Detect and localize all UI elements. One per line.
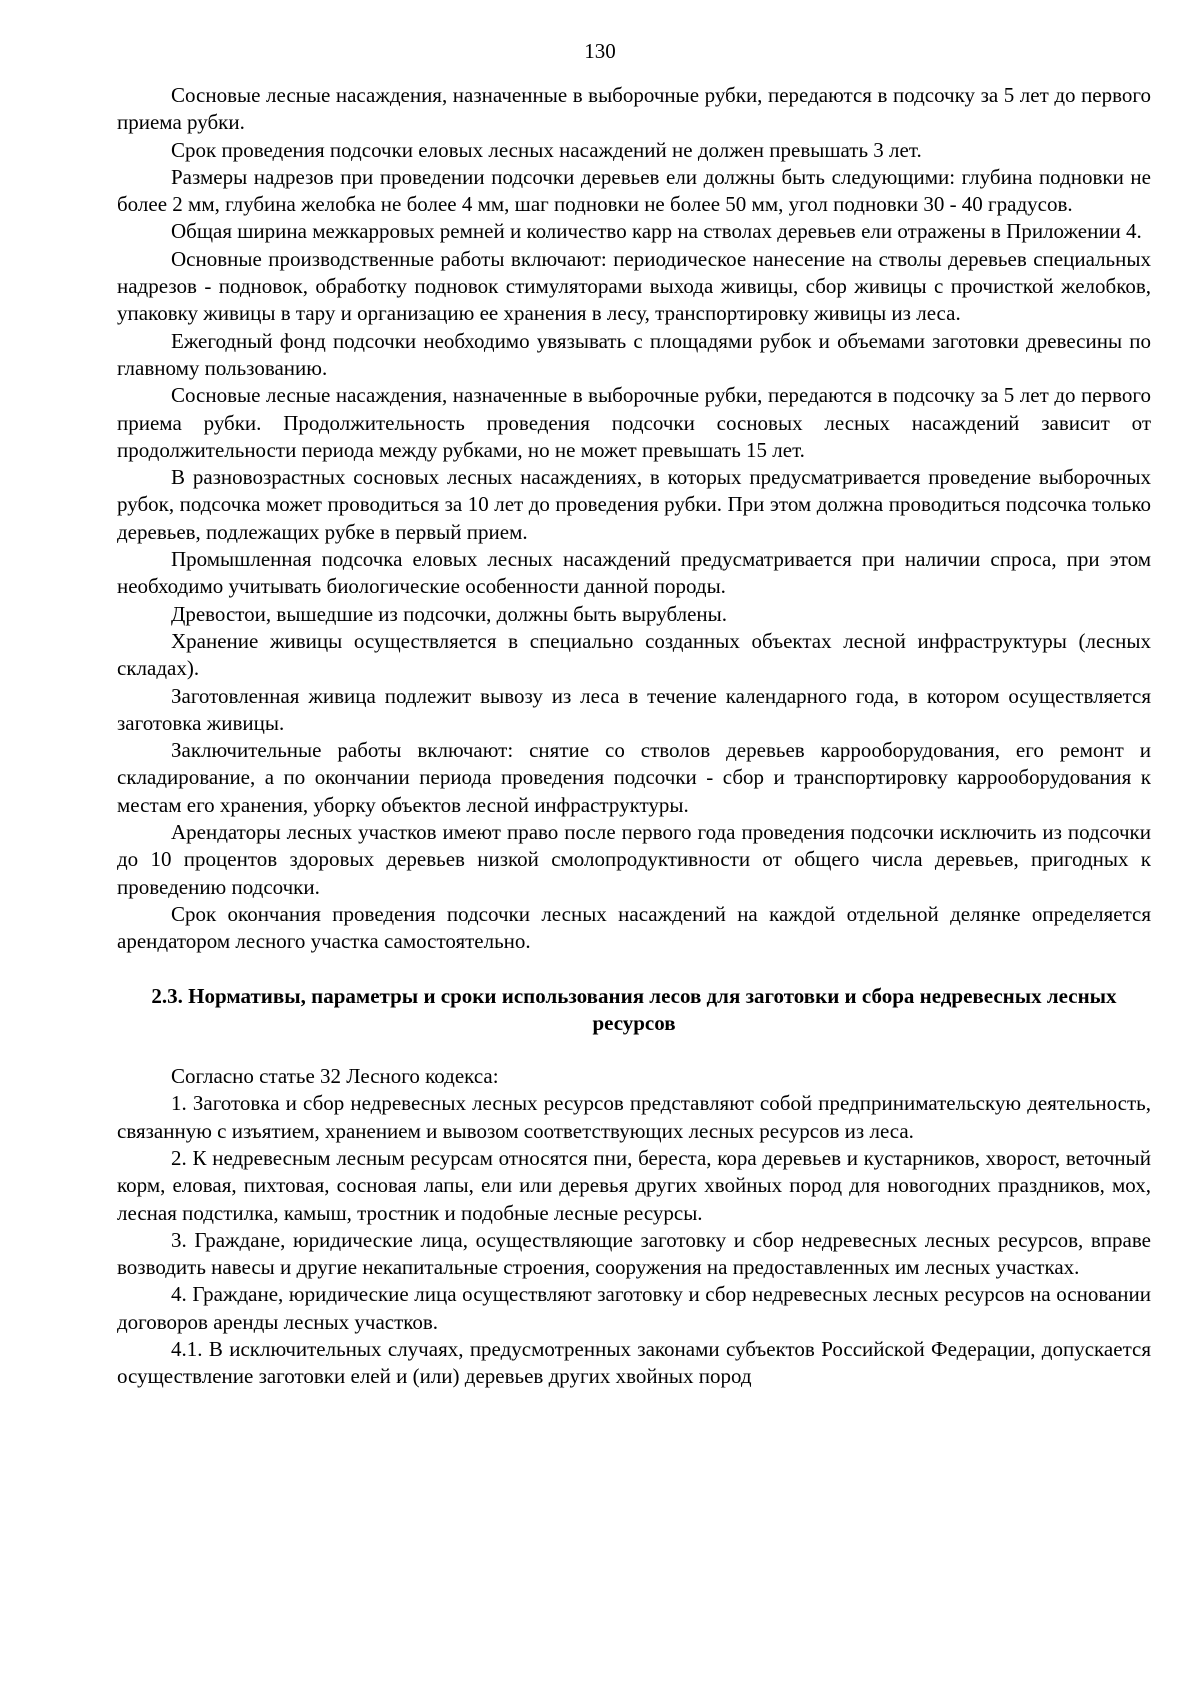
paragraph: Ежегодный фонд подсочки необходимо увязывать с площадями рубок и объемами заготовки древесины по главному пользованию.	[117, 328, 1151, 380]
paragraph: Сосновые лесные насаждения, назначенные в выборочные рубки, передаются в подсочку за 5 лет до первого приема рубки. Продолжительность проведения подсочки сосновых лесных насаждений зависит от продолжительности периода между рубками, но не может превышать 15 лет.	[117, 383, 1151, 462]
paragraph: Размеры надрезов при проведении подсочки деревьев ели должны быть следующими: глубина подновки не более 2 мм, глубина желобка не более 4 мм, шаг подновки не более 50 мм, угол подновки 30 - 40 градусов.	[117, 164, 1151, 217]
paragraph: 3. Граждане, юридические лица, осуществляющие заготовку и сбор недревесных лесных ресурсов, вправе возводить навесы и другие некапитальные строения, сооружения на предоставленных им лесных участках.	[117, 1227, 1151, 1280]
paragraph: Основные производственные работы включают: периодическое нанесение на стволы деревьев специальных надрезов - подновок, обработку подновок стимуляторами выхода живицы, сбор живицы с прочисткой желобков, упаковку живицы в тару и организацию ее хранения в лесу, транспортировку живицы из леса.	[117, 246, 1151, 326]
paragraph: Заготовленная живица подлежит вывозу из леса в течение календарного года, в котором осуществляется заготовка живицы.	[117, 683, 1151, 735]
paragraph: Хранение живицы осуществляется в специально созданных объектах лесной инфраструктуры (лесных складах).	[117, 628, 1151, 681]
section-heading: 2.3. Нормативы, параметры и сроки использования лесов для заготовки и сбора недревесных лесных ресурсов	[151, 983, 1117, 1035]
paragraph: Согласно статье 32 Лесного кодекса:	[171, 1064, 499, 1089]
document-body	[117, 82, 1151, 1391]
paragraph: 4. Граждане, юридические лица осуществляют заготовку и сбор недревесных лесных ресурсов на основании договоров аренды лесных участков.	[117, 1282, 1151, 1334]
paragraph: Срок проведения подсочки еловых лесных насаждений не должен превышать 3 лет.	[171, 137, 922, 162]
paragraph: Промышленная подсочка еловых лесных насаждений предусматривается при наличии спроса, при этом необходимо учитывать биологические особенности данной породы.	[117, 547, 1151, 599]
paragraph: В разновозрастных сосновых лесных насаждениях, в которых предусматривается проведение выборочных рубок, подсочка может проводиться за 10 лет до проведения рубки. При этом должна проводиться подсочка только деревьев, подлежащих рубке в первый прием.	[117, 465, 1151, 544]
paragraph: Сосновые лесные насаждения, назначенные в выборочные рубки, передаются в подсочку за 5 лет до первого приема рубки.	[117, 83, 1151, 135]
paragraph: Арендаторы лесных участков имеют право после первого года проведения подсочки исключить из подсочки до 10 процентов здоровых деревьев низкой смолопродуктивности от общего числа деревьев, пригодных к проведению подсочки.	[117, 820, 1151, 899]
paragraph: Древостои, вышедшие из подсочки, должны быть вырублены.	[171, 601, 728, 626]
paragraph: Срок окончания проведения подсочки лесных насаждений на каждой отдельной делянке определяется арендатором лесного участка самостоятельно.	[117, 901, 1151, 954]
paragraph: 4.1. В исключительных случаях, предусмотренных законами субъектов Российской Федерации, допускается осуществление заготовки елей и (или) деревьев других хвойных пород	[117, 1337, 1151, 1389]
paragraph: Заключительные работы включают: снятие со стволов деревьев каррооборудования, его ремонт и складирование, а по окончании периода проведения подсочки - сбор и транспортировку каррооборудования к местам его хранения, уборку объектов лесной инфраструктуры.	[117, 738, 1151, 817]
paragraph: 1. Заготовка и сбор недревесных лесных ресурсов представляют собой предпринимательскую деятельность, связанную с изъятием, хранением и вывозом соответствующих лесных ресурсов из леса.	[117, 1091, 1151, 1143]
paragraph: Общая ширина межкарровых ремней и количество карр на стволах деревьев ели отражены в Приложении 4.	[171, 219, 1142, 244]
paragraph: 2. К недревесным лесным ресурсам относятся пни, береста, кора деревьев и кустарников, хворост, веточный корм, еловая, пихтовая, сосновая лапы, ели или деревья других хвойных пород для новогодних праздников, мох, лесная подстилка, камыш, тростник и подобные лесные ресурсы.	[117, 1145, 1151, 1225]
page-number: 130	[584, 39, 616, 63]
